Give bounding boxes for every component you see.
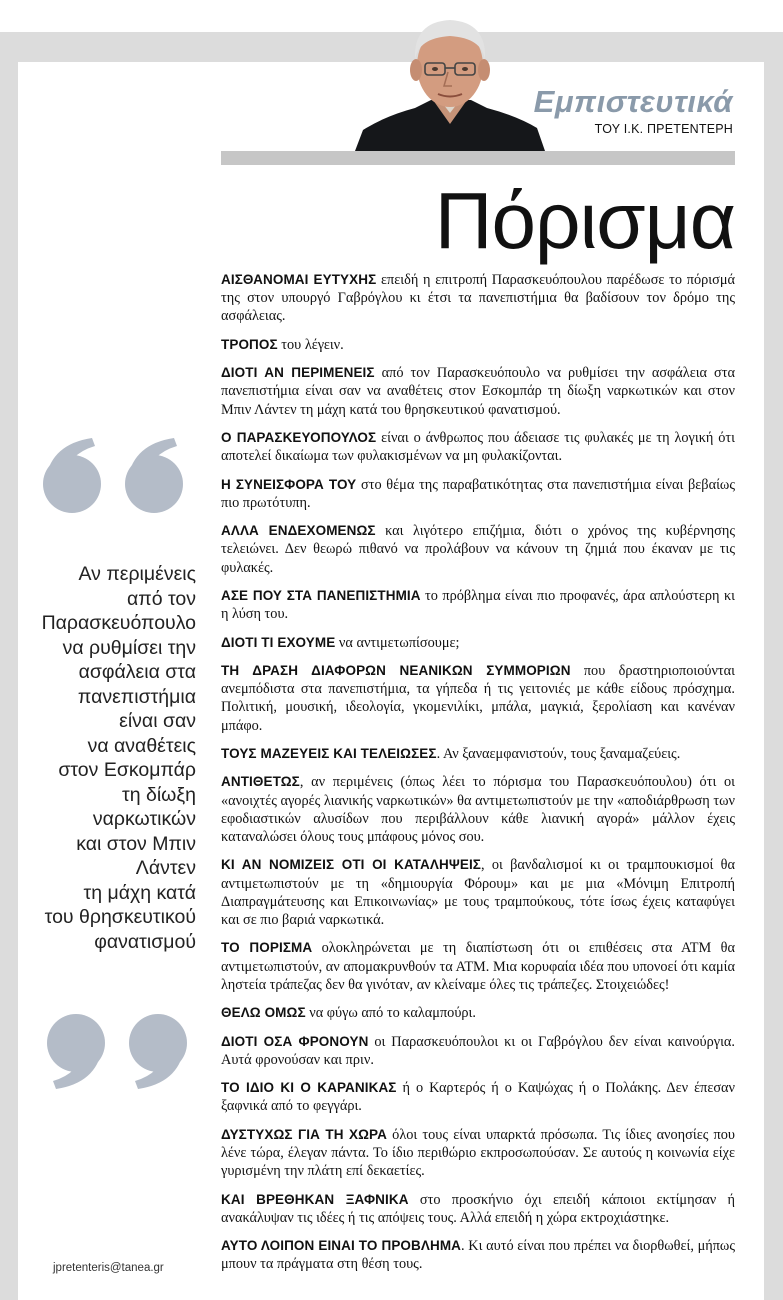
paragraph-text: από τον Παρασκευόπουλο να ρυθμίσει την ασφάλεια στα πανεπιστήμια είναι σαν να αναθέτεις στον Εσκομπάρ τη δίωξη ναρκωτικών και στον Μπιν Λάντεν τη μάχη κατά του θρησκευτικού φανατισμού. (221, 365, 736, 418)
pull-quote-line: Αν περιμένεις (78, 563, 196, 585)
paragraph-lead: ΔΙΟΤΙ ΟΣΑ ΦΡΟΝΟΥΝ (221, 1033, 369, 1049)
paragraph-text: ολοκληρώνεται με τη διαπίστωση ότι οι επιθέσεις στα ΑΤΜ θα αντιμετωπιστούν, αν απομακρυνθούν τα ΑΤΜ. Μια κορυφαία ιδέα που υπονοεί ότι καμία ληστεία τράπεζας δεν θα γινόταν, αν κλείναμε όλες τις τράπεζες. Στοιχειώδες! (221, 940, 735, 993)
paragraph (221, 939, 735, 994)
pull-quote-line: του θρησκευτικού (44, 906, 196, 928)
paragraph-text: . Αν ξαναεμφανιστούν, τους ξαναμαζεύεις. (436, 745, 681, 762)
paragraph-text: ή ο Καρτερός ή ο Καψώχας ή ο Πολάκης. Δεν έπεσαν ξαφνικά από το φεγγάρι. (221, 1080, 735, 1115)
paragraph (221, 336, 735, 354)
pull-quote-line: πανεπιστήμια (77, 685, 196, 708)
paragraph (221, 1191, 735, 1227)
paragraph-text: να αντιμετωπίσουμε; (335, 634, 460, 651)
paragraph-lead: ΚΑΙ ΒΡΕΘΗΚΑΝ ΞΑΦΝΙΚΑ (221, 1191, 409, 1207)
paragraph-text: , αν περιμένεις (όπως λέει το πόρισμα του Παρασκευόπουλου) ότι οι «ανοιχτές αγορές λιανικής ναρκωτικών» θα αντιμετωπιστούν με την «αποδιάρθρωση των εφοδιαστικών αλυσίδων που περιβάλλουν κάθε λιανική αγορά» μάλλον έχεις καταναλώσει όλους τους μπάφους μόνος σου. (221, 774, 735, 845)
pull-quote-line: στον Εσκομπάρ (58, 759, 196, 781)
paragraph-text: το πρόβλημα είναι πιο προφανές, άρα απλούστερη κι η λύση του. (221, 587, 735, 623)
paragraph-text: είναι ο άνθρωπος που άδειασε τις φυλακές με τη λογική ότι αποτελεί δικαίωμα των φυλακισμένων να μη φυλακίζονται. (221, 429, 735, 465)
paragraph (221, 476, 735, 512)
pull-quote (0, 562, 196, 954)
author-email: jpretenteris@tanea.gr (53, 1262, 164, 1274)
paragraph-text: . Κι αυτό είναι που πρέπει να διορθωθεί, μήπως μπουν τα πράγματα στη θέση τους. (221, 1238, 736, 1273)
article-title: Πόρισμα (434, 176, 735, 265)
paragraph-lead: ΑΝΤΙΘΕΤΩΣ (221, 774, 300, 790)
paragraph (221, 587, 735, 623)
paragraph-lead: ΤΟ ΙΔΙΟ ΚΙ Ο ΚΑΡΑΝΙΚΑΣ (221, 1080, 397, 1096)
paragraph-lead: ΤΟ ΠΟΡΙΣΜΑ (221, 940, 313, 956)
paragraph-lead: ΤΡΟΠΟΣ (221, 336, 278, 352)
article-body (221, 271, 735, 1284)
pull-quote-line: και στον Μπιν (76, 832, 196, 855)
paragraph (221, 634, 735, 652)
pull-quote-line: από τον (126, 587, 196, 610)
paragraph-lead: ΤΗ ΔΡΑΣΗ ΔΙΑΦΟΡΩΝ ΝΕΑΝΙΚΩΝ ΣΥΜΜΟΡΙΩΝ (221, 662, 571, 678)
open-quote-icon (36, 438, 194, 514)
paragraph-text: , οι βανδαλισμοί κι οι τραμπουκισμοί θα αντιμετωπιστούν με τη «δημιουργία Φόρουμ» και με μια «Μόνιμη Επιτροπή Διαπραγμάτευσης και Επικοινωνίας» με τους τραμπούκους, τότε ίσως έχεις καταφύγει και σε πιο βαριά ναρκωτικά. (221, 857, 735, 928)
paragraph (221, 1079, 735, 1115)
pull-quote-line: να ρυθμίσει την (62, 636, 196, 659)
paragraph-lead: ΑΛΛΑ ΕΝΔΕΧΟΜΕΝΩΣ (221, 523, 376, 539)
paragraph-lead: Η ΣΥΝΕΙΣΦΟΡΑ ΤΟΥ (221, 476, 357, 492)
pull-quote-line: ασφάλεια στα (78, 661, 196, 683)
pull-quote-line: τη δίωξη (122, 783, 196, 806)
paragraph (221, 773, 735, 846)
paragraph (221, 856, 735, 929)
paragraph (221, 429, 735, 465)
pull-quote-line: τη μάχη κατά (83, 881, 196, 904)
paragraph-text: του λέγειν. (277, 336, 344, 353)
paragraph-lead: Ο ΠΑΡΑΣΚΕΥΟΠΟΥΛΟΣ (221, 429, 377, 445)
paragraph-lead: ΑΣΕ ΠΟΥ ΣΤΑ ΠΑΝΕΠΙΣΤΗΜΙΑ (221, 587, 421, 603)
pull-quote-line: Παρασκευόπουλο (41, 612, 196, 634)
paragraph-text: οι Παρασκευόπουλοι κι οι Γαβρόγλου δεν είναι καινούργια. Αυτά φρονούσαν και πριν. (221, 1033, 735, 1068)
paragraph (221, 745, 735, 763)
paragraph (221, 271, 735, 326)
pull-quote-line: φανατισμού (94, 930, 196, 953)
paragraph (221, 662, 735, 735)
paragraph (221, 1033, 735, 1069)
paragraph (221, 364, 735, 419)
paragraph-text: που δραστηριοποιούνται ανεμπόδιστα στα πανεπιστήμια, τα γήπεδα ή τις γειτονιές με κάθε είδους πρόσχημα. Πολιτική, μουσική, ιδεολογία, γκομενιλίκι, μπάλα, μαγκιά, ξερολίαση και κανέναν μπάφο. (221, 662, 735, 734)
pull-quote-line: ναρκωτικών (92, 808, 196, 830)
author-byline: ΤΟΥ Ι.Κ. ΠΡΕΤΕΝΤΕΡΗ (594, 122, 733, 136)
close-quote-icon (36, 1013, 194, 1089)
paragraph-lead: ΑΥΤΟ ΛΟΙΠΟΝ ΕΙΝΑΙ ΤΟ ΠΡΟΒΛΗΜΑ (221, 1238, 462, 1254)
paragraph (221, 522, 735, 577)
pull-quote-line: είναι σαν (119, 710, 196, 732)
paragraph-lead: ΔΙΟΤΙ ΤΙ ΕΧΟΥΜΕ (221, 634, 336, 650)
header-divider-bar (221, 151, 735, 165)
paragraph-lead: ΚΙ ΑΝ ΝΟΜΙΖΕΙΣ ΟΤΙ ΟΙ ΚΑΤΑΛΗΨΕΙΣ (221, 857, 481, 873)
paragraph-lead: ΑΙΣΘΑΝΟΜΑΙ ΕΥΤΥΧΗΣ (221, 272, 377, 287)
paragraph-text: και λιγότερο επιζήμια, διότι ο χρόνος της κυβέρνησης τελειώνει. Δεν θεωρώ πιθανό να προλάβουν να κάνουν τη ζημιά που έκαναν με τις φυλακές. (221, 523, 736, 576)
paragraph-lead: ΤΟΥΣ ΜΑΖΕΥΕΙΣ ΚΑΙ ΤΕΛΕΙΩΣΕΣ (221, 745, 437, 761)
pull-quote-line: Λάντεν (135, 857, 196, 879)
paragraph-text: στο προσκήνιο όχι επειδή κάποιοι εκτίμησαν ή ανακάλυψαν τις ιδέες ή τις απόψεις τους. Αλλά επειδή η χώρα εκτροχιάστηκε. (221, 1191, 735, 1226)
paragraph (221, 1237, 735, 1273)
paragraph-text: όλοι τους είναι υπαρκτά πρόσωπα. Τις ίδιες ανοησίες που λένε τώρα, έλεγαν πάντα. Το ίδιο περιθώριο εκπροσωπούσαν. Σε αυτούς η κοινωνία είχε γυρισμένη την πλάτη επί δεκαετίες. (221, 1126, 735, 1180)
paragraph-lead: ΔΙΟΤΙ ΑΝ ΠΕΡΙΜΕΝΕΙΣ (221, 365, 375, 381)
paragraph (221, 1004, 735, 1022)
paragraph-lead: ΔΥΣΤΥΧΩΣ ΓΙΑ ΤΗ ΧΩΡΑ (221, 1126, 387, 1142)
paragraph (221, 1126, 735, 1181)
paragraph-text: επειδή η επιτροπή Παρασκευόπουλου παρέδωσε το πόρισμά της στον υπουργό Γαβρόγλου κι έτσι τα πανεπιστήμια θα βαδίσουν τον δρόμο της ασφάλειας. (221, 272, 735, 325)
author-photo (355, 8, 545, 151)
column-name: Εμπιστευτικά (533, 84, 733, 119)
paragraph-lead: ΘΕΛΩ ΟΜΩΣ (221, 1005, 306, 1021)
paragraph-text: στο θέμα της παραβατικότητας στα πανεπιστήμια είναι βεβαίως πιο πρωτότυπη. (221, 476, 735, 511)
pull-quote-line: να αναθέτεις (87, 734, 196, 757)
paragraph-text: να φύγω από το καλαμπούρι. (305, 1005, 476, 1022)
